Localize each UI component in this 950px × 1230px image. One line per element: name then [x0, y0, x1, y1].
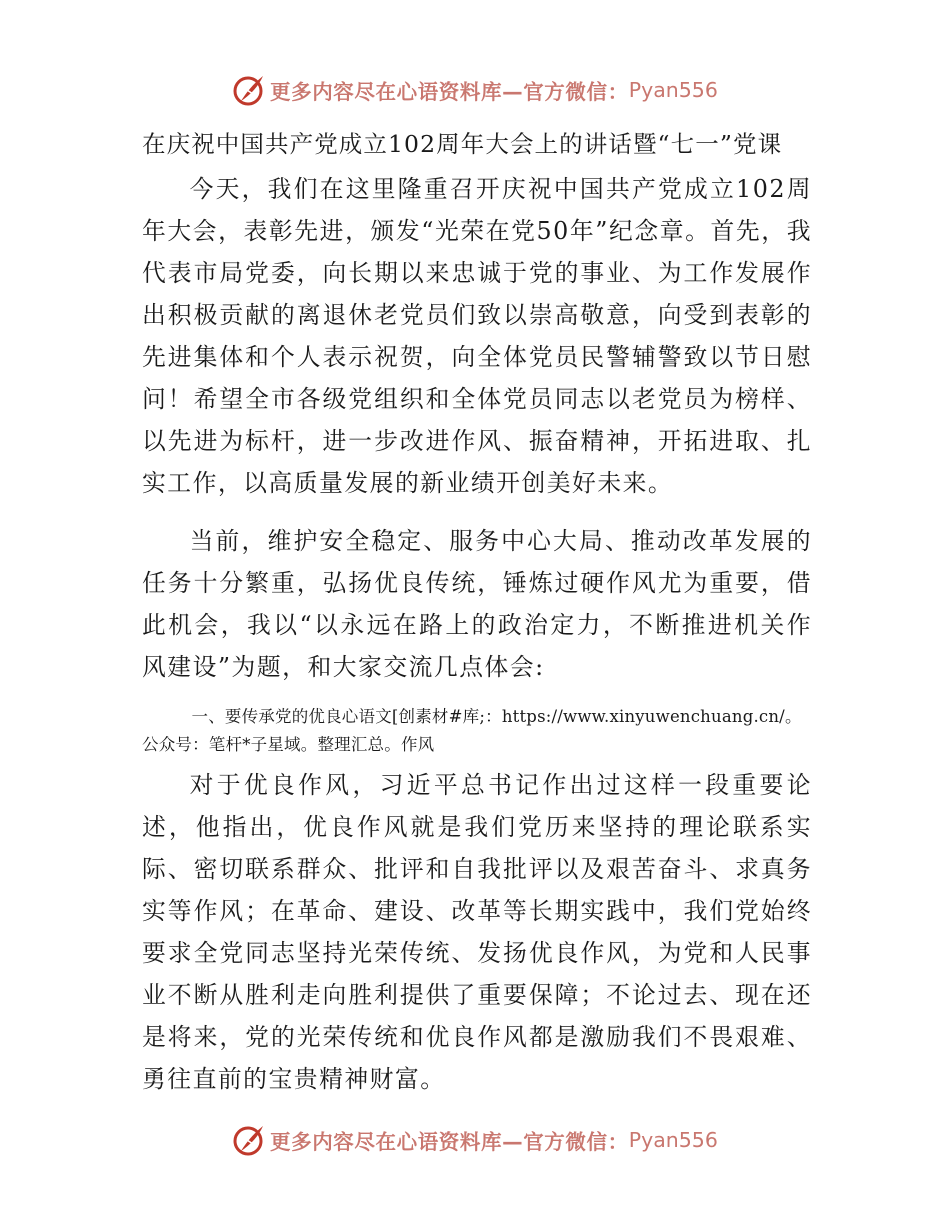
section-heading: 一、要传承党的优良心语文[创素材#库;：https://www.xinyuwenchuang.cn/。公众号：笔杆*子星域。整理汇总。作风: [142, 707, 802, 754]
document-title: 在庆祝中国共产党成立102周年大会上的讲话暨“七一”党课: [142, 130, 783, 158]
paragraph-opening: 今天，我们在这里隆重召开庆祝中国共产党成立102周年大会，表彰先进，颁发“光荣在党50年”纪念章。首先，我代表市局党委，向长期以来忠诚于党的事业、为工作发展作出积极贡献的离退休老党员们致以崇高敬意，向受到表彰的先进集体和个人表示祝贺，向全体党员民警辅警致以节日慰问！希望全市各级党组织和全体党员同志以老党员为榜样、以先进为标杆，进一步改进作风、振奋精神，开拓进取、扎实工作，以高质量发展的新业绩开创美好未来。: [142, 175, 812, 497]
wechat-id: Pyan556: [628, 1128, 718, 1152]
paragraph-topic: 当前，维护安全稳定、服务中心大局、推动改革发展的任务十分繁重，弘扬优良传统，锤炼过硬作风尤为重要，借此机会，我以“以永远在路上的政治定力，不断推进机关作风建设”为题，和大家交流几点体会:: [142, 527, 812, 681]
banner-text: 更多内容尽在心语资料库—官方微信：: [270, 1130, 629, 1154]
banner-text: 更多内容尽在心语资料库—官方微信：: [270, 80, 629, 104]
wechat-id: Pyan556: [628, 78, 718, 102]
header-watermark-banner: [232, 72, 718, 108]
quill-logo-icon: [232, 1123, 266, 1157]
quill-logo-icon: [232, 73, 266, 107]
paragraph-style: 对于优良作风，习近平总书记作出过这样一段重要论述，他指出，优良作风就是我们党历来坚持的理论联系实际、密切联系群众、批评和自我批评以及艰苦奋斗、求真务实等作风；在革命、建设、改革等长期实践中，我们党始终要求全党同志坚持光荣传统、发扬优良作风，为党和人民事业不断从胜利走向胜利提供了重要保障；不论过去、现在还是将来，党的光荣传统和优良作风都是激励我们不畏艰难、勇往直前的宝贵精神财富。: [142, 771, 812, 1093]
footer-watermark-banner: [232, 1122, 718, 1158]
